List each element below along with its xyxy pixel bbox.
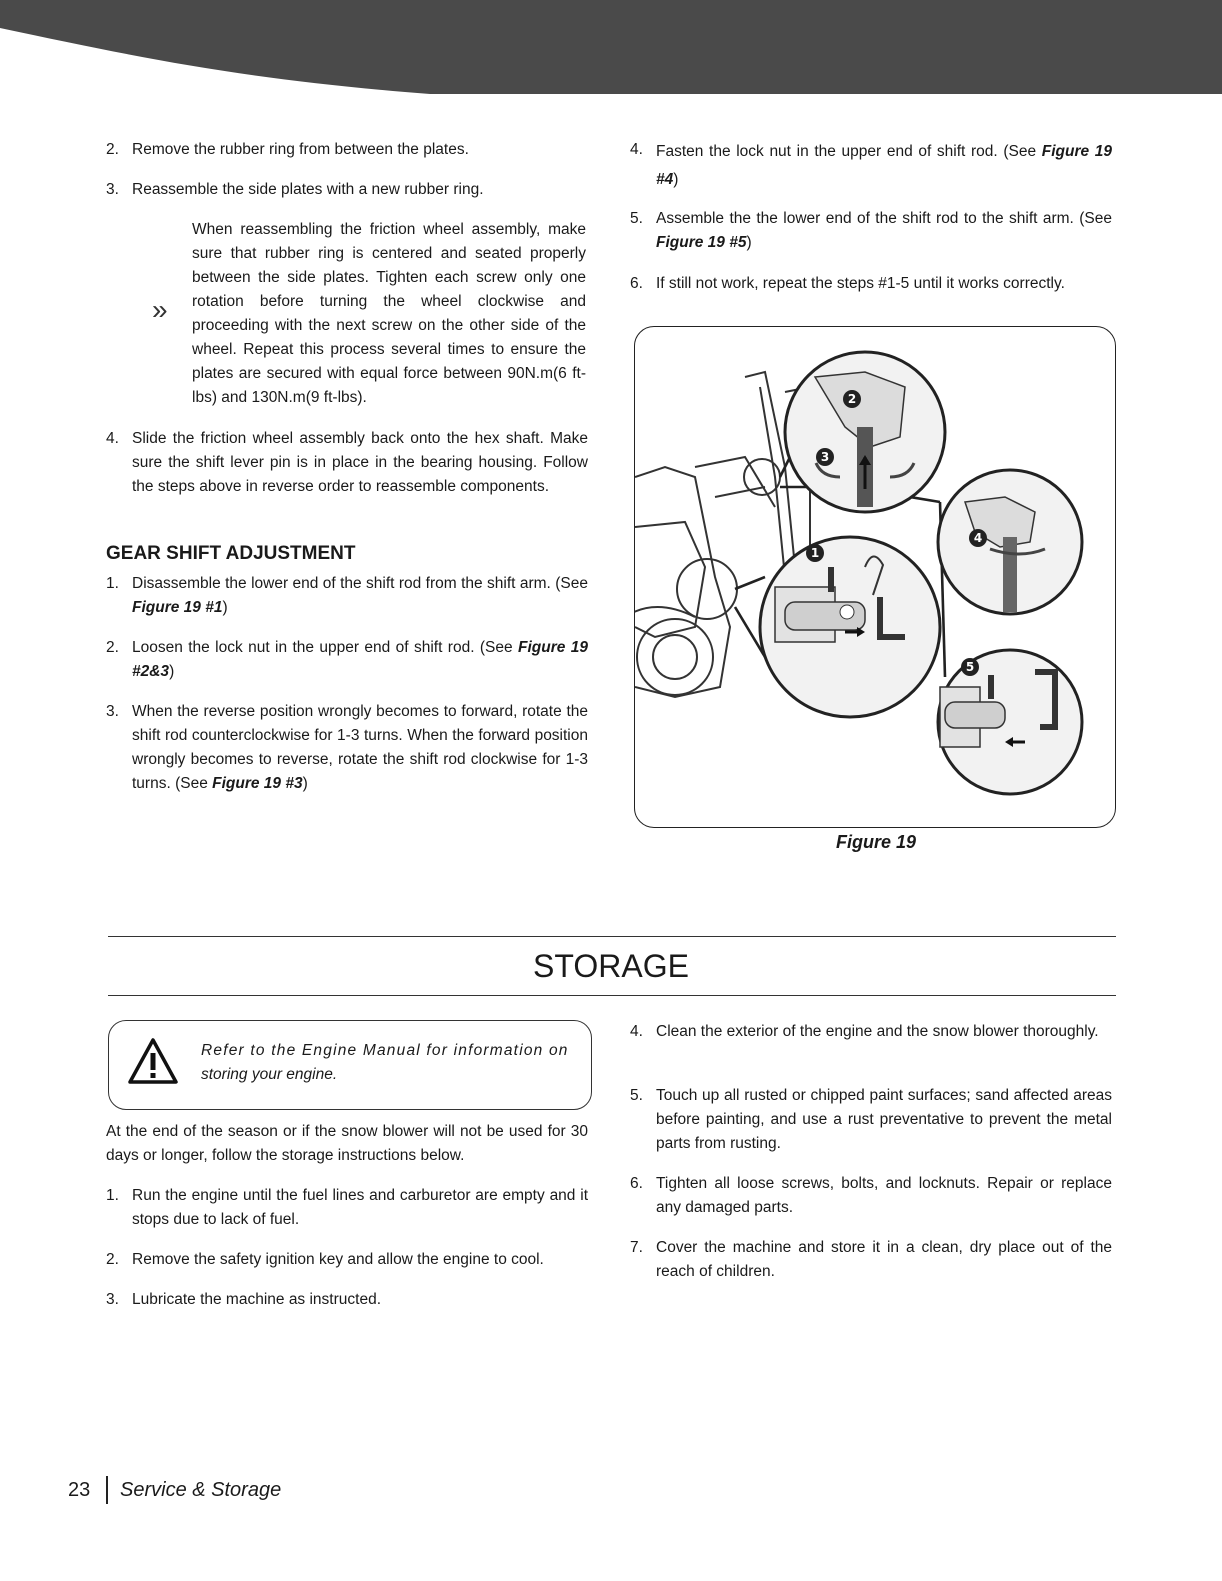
list-item: 2. Remove the rubber ring from between the plates. (106, 141, 469, 158)
callout-1: 1 (810, 546, 820, 560)
list-item: 6. Tighten all loose screws, bolts, and locknuts. Repair or replace any damaged parts. (630, 1175, 1112, 1216)
section-title: STORAGE (533, 948, 689, 984)
zoom-detail-lower (760, 537, 940, 717)
snowblower-diagram (635, 327, 1115, 827)
list-item: 3. Lubricate the machine as instructed. (106, 1291, 381, 1308)
list-item: 2. Remove the safety ignition key and allow the engine to cool. (106, 1251, 544, 1268)
warning-callout (108, 1020, 592, 1110)
warning-text: Refer to the Engine Manual for information on storing your engine. (201, 1042, 569, 1083)
list-item: 6. If still not work, repeat the steps #1-5 until it works correctly. (630, 275, 1065, 292)
callout-4: 4 (973, 531, 983, 545)
section-heading: GEAR SHIFT ADJUSTMENT (106, 543, 356, 564)
figure-reference: Figure 19 #1 (132, 599, 223, 616)
header-band (0, 0, 1222, 95)
list-item: 2. Loosen the lock nut in the upper end of shift rod. (See Figure 19 #2&3) (106, 639, 588, 680)
footer-section-title: Service & Storage (120, 1479, 282, 1501)
warning-icon (127, 1037, 179, 1085)
divider (108, 995, 1116, 996)
list-item: 4. Slide the friction wheel assembly back onto the hex shaft. Make sure the shift lever pin is in place in the bearing housing. Follow the steps above in reverse order to reassemble components. (106, 430, 588, 495)
storage-intro: At the end of the season or if the snow blower will not be used for 30 days or longer, follow the storage instructions below. (106, 1123, 588, 1164)
figure-reference: Figure 19 #4 (656, 143, 1113, 188)
figure-19-illustration (634, 326, 1116, 828)
list-item: 5. Touch up all rusted or chipped paint surfaces; sand affected areas before painting, and use a rust preventative to prevent the metal parts from rusting. (630, 1087, 1112, 1152)
list-item: 4. Clean the exterior of the engine and the snow blower thoroughly. (630, 1023, 1099, 1040)
callout-2: 2 (847, 392, 857, 406)
list-item: 1. Disassemble the lower end of the shift rod from the shift arm. (See Figure 19 #1) (106, 575, 588, 616)
zoom-detail-middle (938, 470, 1082, 614)
figure-reference: Figure 19 #2&3 (132, 639, 588, 680)
list-item: 4. Fasten the lock nut in the upper end of shift rod. (See Figure 19 #4) (630, 141, 1113, 188)
divider (108, 936, 1116, 937)
note-text: When reassembling the friction wheel assembly, make sure that rubber ring is centered and seated properly between the side plates. Tighten each screw only one rotation before turning the wheel clockwise and proceeding with the next screw on the other side of the wheel. Repeat this process several times to ensure the plates are secured with equal force between 90N.m(6 ft-lbs) and 130N.m(9 ft-lbs). (192, 221, 586, 406)
figure-caption: Figure 19 (836, 832, 917, 852)
double-chevron-icon: » (152, 294, 168, 325)
list-item: 3. Reassemble the side plates with a new rubber ring. (106, 181, 484, 198)
callout-3: 3 (820, 450, 830, 464)
list-item: 3. When the reverse position wrongly becomes to forward, rotate the shift rod counterclockwise for 1-3 turns. When the forward position wrongly becomes to reverse, rotate the shift rod clockwise for 1-3 turns. (See Figure 19 #3) (106, 703, 588, 792)
zoom-detail-bottom (938, 650, 1082, 794)
figure-reference: Figure 19 #5 (656, 234, 747, 251)
list-item: 7. Cover the machine and store it in a clean, dry place out of the reach of children. (630, 1239, 1112, 1280)
list-item: 1. Run the engine until the fuel lines and carburetor are empty and it stops due to lack of fuel. (106, 1187, 588, 1228)
list-item: 5. Assemble the the lower end of the shift rod to the shift arm. (See Figure 19 #5) (630, 210, 1112, 251)
figure-reference: Figure 19 #3 (212, 775, 303, 792)
footer-divider (106, 1476, 108, 1504)
zoom-detail-upper (785, 352, 945, 512)
callout-5: 5 (965, 660, 975, 674)
page-number: 23 (68, 1479, 91, 1501)
